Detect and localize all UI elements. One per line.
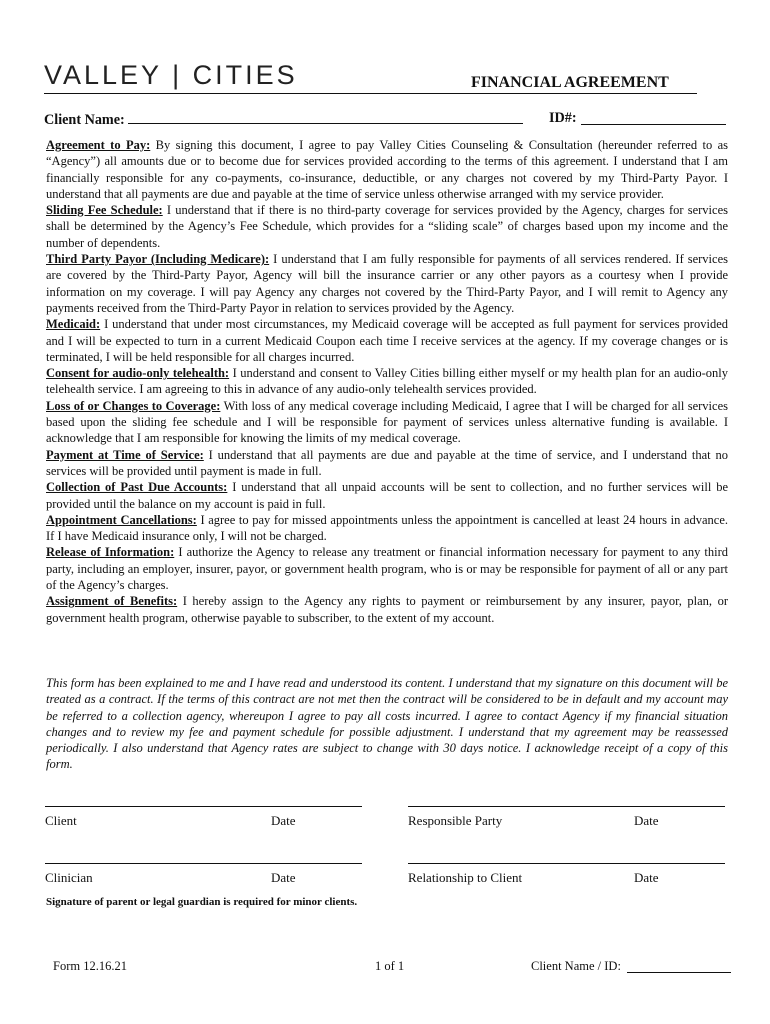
section-payment-at-time-of-service: [46, 447, 728, 480]
client-signature-line[interactable]: [45, 806, 362, 807]
section-title: Agreement to Pay:: [46, 138, 151, 152]
footer-client-name-id-label: Client Name / ID:: [531, 959, 621, 973]
client-date-label: Date: [271, 813, 296, 828]
id-field[interactable]: [581, 109, 726, 125]
section-text: I understand that I am fully responsible for payments of all services rendered. If services are covered by the Third-Party Payor, Agency will bill the insurance carrier or any other payors as a courtesy when I provide information on my coverage. I will pay Agency any charges not covered by the Third-Party Payor, and I will remit to Agency any payments received from the Third-Party Payor in relation to services provided by the Agency.: [46, 252, 728, 315]
responsible-party-label: Responsible Party: [408, 813, 503, 828]
clinician-date-label: Date: [271, 870, 296, 885]
section-title: Sliding Fee Schedule:: [46, 203, 163, 218]
valley-cities-logo: VALLEY | CITIES: [44, 60, 298, 90]
footer-client-name-id-field[interactable]: [627, 972, 731, 973]
section-text: I understand that under most circumstances, my Medicaid coverage will be accepted as full payment for services provided and I will be expected to turn in a current Medicaid Coupon each time I receive services at the agency. If my coverage changes or is terminated, I will be held responsible for all charges incurred.: [46, 317, 728, 364]
section-title: Medicaid:: [46, 317, 101, 332]
section-assignment-of-benefits: [46, 593, 728, 626]
form-version: Form 12.16.21: [53, 959, 127, 973]
section-text: I understand that if there is no third-party coverage for services provided by the Agency, charges for services shall be determined by the Agency’s Fee Schedule, which provides for a “sliding scale” of charges based upon my income and the number of dependents.: [46, 203, 728, 250]
document-title: FINANCIAL AGREEMENT: [471, 74, 669, 91]
section-title: Collection of Past Due Accounts:: [46, 480, 228, 495]
client-name-label: Client Name:: [44, 112, 125, 128]
clinician-signature-line[interactable]: [45, 863, 362, 864]
section-title: Consent for audio-only telehealth:: [46, 366, 230, 381]
section-text: By signing this document, I agree to pay Valley Cities Counseling & Consultation (hereunder referred to as “Agency”) all amounts due or to become due for services provided according to the terms of this agreement. I understand that I am financially responsible for any co-payments, co-insurance, deductible, or any charges not covered by my Third-Party Payor. I understand that all payments are due and payable at the time of service unless otherwise arranged with my service provider.: [46, 138, 728, 201]
responsible-party-date-label: Date: [634, 813, 659, 828]
section-title: Assignment of Benefits:: [46, 594, 178, 609]
section-sliding-fee-schedule: [46, 202, 728, 251]
section-title: Third Party Payor (Including Medicare):: [46, 252, 270, 267]
section-text: I authorize the Agency to release any treatment or financial information necessary for payment to any third party, including an employer, insurer, payor, or government health program, who is or may be responsible for payment of all or any part of the Agency’s charges.: [46, 545, 728, 593]
section-text: I understand that all payments are due and payable at the time of service, and I understand that no services will be provided until payment is made in full.: [46, 447, 728, 478]
client-name-field[interactable]: [128, 109, 523, 124]
section-cancellations: [46, 512, 728, 545]
section-title: Payment at Time of Service:: [46, 447, 204, 462]
client-label: Client: [45, 813, 77, 828]
minor-clients-note: Signature of parent or legal guardian is required for minor clients.: [46, 896, 358, 908]
section-text: I agree to pay for missed appointments unless the appointment is cancelled at least 24 hours in advance. If I have Medicaid insurance only, I will not be charged.: [46, 512, 728, 544]
page-number: 1 of 1: [375, 959, 405, 973]
header-rule: [44, 93, 697, 94]
section-third-party-payor: [46, 251, 728, 316]
agreement-terms: [46, 137, 728, 626]
relationship-date-label: Date: [634, 870, 659, 885]
section-medicaid: [46, 316, 728, 365]
clinician-label: Clinician: [45, 870, 93, 885]
section-title: Loss of or Changes to Coverage:: [46, 398, 221, 413]
id-label: ID#:: [549, 110, 577, 126]
section-audio-telehealth: [46, 365, 728, 398]
client-info-line: [44, 109, 726, 129]
section-title: Appointment Cancellations:: [46, 512, 197, 527]
section-text: With loss of any medical coverage including Medicaid, I agree that I will be charged for all services based upon the sliding fee schedule and I will be responsible for payment of services unless alternative funding is available. I acknowledge that I am responsible for knowing the limits of my medical coverage.: [46, 398, 728, 446]
section-title: Release of Information:: [46, 545, 175, 560]
relationship-label: Relationship to Client: [408, 870, 523, 885]
section-loss-of-coverage: [46, 398, 728, 447]
section-collection: [46, 479, 728, 512]
section-release-of-information: [46, 544, 728, 593]
section-text: I understand and consent to Valley Cities billing either myself or my health plan for an audio-only telehealth service. I am agreeing to this in advance of any audio-only telehealth services provided.: [46, 366, 728, 397]
acknowledgement-statement: This form has been explained to me and I have read and understood its content. I understand that my signature on this document will be treated as a contract. If the terms of this contract are not met then the contract will be considered to be in default and my account may be referred to a collection agency, whereupon I agree to pay all costs incurred. I agree to contact Agency if my financial situation changes and to review my fee and payment schedule for possible adjustment. I understand that my agreement may be reassessed periodically. I also understand that Agency rates are subject to change with 30 days notice. I acknowledge receipt of a copy of this form.: [46, 676, 728, 772]
relationship-signature-line[interactable]: [408, 863, 725, 864]
section-text: I understand that all unpaid accounts will be sent to collection, and no further services will be provided until the balance on my account is paid in full.: [46, 480, 728, 511]
section-agreement-to-pay: [46, 137, 728, 202]
section-text: I hereby assign to the Agency any rights to payment or reimbursement by any insurer, payor, plan, or government health program, otherwise payable to subscriber, to the extent of my account.: [46, 594, 728, 625]
responsible-party-signature-line[interactable]: [408, 806, 725, 807]
